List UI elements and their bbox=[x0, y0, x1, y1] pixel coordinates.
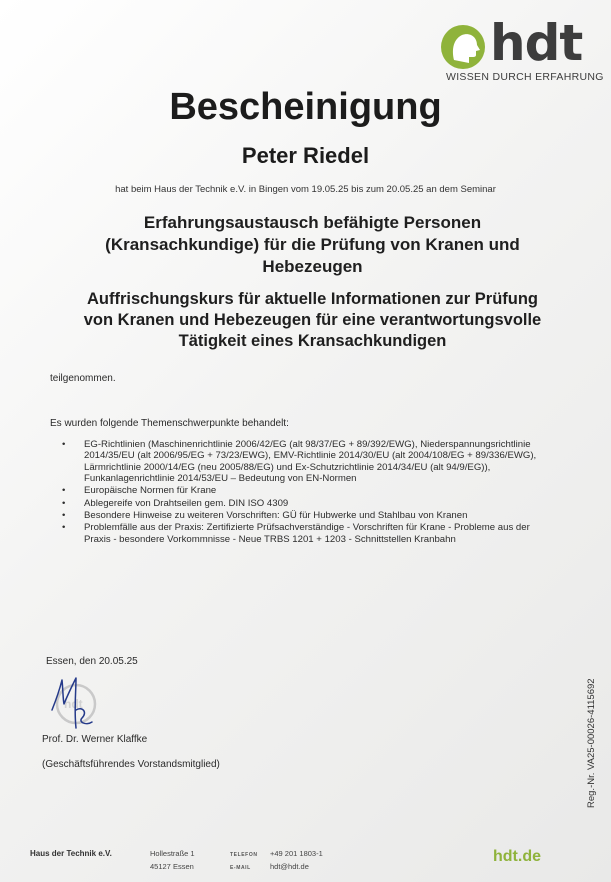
seminar-title-line: Hebezeugen bbox=[262, 256, 363, 276]
footer-city: 45127 Essen bbox=[150, 862, 194, 871]
course-subtitle bbox=[40, 289, 585, 352]
attendance-intro: hat beim Haus der Technik e.V. in Bingen vom 19.05.25 bis zum 20.05.25 an dem Seminar bbox=[115, 184, 496, 195]
took-part-text: teilgenommen. bbox=[50, 373, 116, 384]
course-subtitle-line: Tätigkeit eines Kransachkundigen bbox=[178, 332, 447, 351]
course-subtitle-line: von Kranen und Hebezeugen für eine verantwortungsvolle bbox=[83, 311, 542, 330]
topic-item: • EG-Richtlinien (Maschinenrichtlinie 2006/42/EG (alt 98/37/EG + 89/392/EWG), Niederspannungsrichtlinie 2014/35/EU (alt 2006/95/EG + 73/23/EWG), EMV-Richtlinie 2014/30/EU (alt 2004/108/EG + 89/336/EWG), Lärmrichtlinie 2000/14/EG (neu 2005/88/EG) und Ex-Schutzrichtlinie 2014/34/EU (alt 94/9/EG)), Funkanlagenrichtlinie 2014/53/EU – Bedeutung von EN-Normen bbox=[62, 439, 552, 484]
signature-stamp bbox=[46, 670, 116, 732]
footer-phone-label: TELEFON bbox=[230, 852, 258, 858]
footer-street: Hollestraße 1 bbox=[150, 849, 195, 858]
signer-name: Prof. Dr. Werner Klaffke bbox=[42, 734, 148, 745]
footer-phone: +49 201 1803-1 bbox=[270, 849, 323, 858]
topic-item: • Europäische Normen für Krane bbox=[62, 485, 552, 496]
registration-number: Reg.-Nr. VA25-00026-4115692 bbox=[586, 678, 597, 808]
footer-organization: Haus der Technik e.V. bbox=[30, 849, 112, 858]
logo-tagline: WISSEN DURCH ERFAHRUNG bbox=[446, 71, 604, 83]
topic-item: • Problemfälle aus der Praxis: Zertifizierte Prüfsachverständige - Vorschriften für Krane - Probleme aus der Praxis - besondere Vorkommnisse - Neue TRBS 1201 + 1203 - Schnittstellen Kranbahn bbox=[62, 522, 552, 545]
topics-list bbox=[62, 439, 552, 546]
topic-item: • Ablegereife von Drahtseilen gem. DIN ISO 4309 bbox=[62, 498, 552, 509]
head-profile-icon bbox=[440, 24, 486, 70]
seminar-title-line: Erfahrungsaustausch befähigte Personen bbox=[143, 213, 482, 232]
course-subtitle-line: Auffrischungskurs für aktuelle Informationen zur Prüfung bbox=[86, 290, 539, 308]
certificate-title: Bescheinigung bbox=[169, 86, 442, 128]
seminar-title bbox=[40, 212, 585, 277]
participant-name: Peter Riedel bbox=[241, 143, 370, 168]
seminar-title-line: (Kransachkundige) für die Prüfung von Kranen und bbox=[105, 234, 520, 254]
footer-email-label: E-MAIL bbox=[230, 865, 251, 871]
topic-item: • Besondere Hinweise zu weiteren Vorschriften: GÜ für Hubwerke und Stahlbau von Kranen bbox=[62, 510, 552, 521]
hdt-logo-text: hdt bbox=[490, 14, 583, 72]
place-date: Essen, den 20.05.25 bbox=[46, 656, 138, 667]
topics-intro: Es wurden folgende Themenschwerpunkte behandelt: bbox=[50, 418, 289, 429]
signer-role: (Geschäftsführendes Vorstandsmitglied) bbox=[42, 759, 220, 770]
footer-website: hdt.de bbox=[493, 848, 541, 865]
svg-text:hdt: hdt bbox=[64, 697, 83, 711]
footer-email: hdt@hdt.de bbox=[270, 862, 309, 871]
